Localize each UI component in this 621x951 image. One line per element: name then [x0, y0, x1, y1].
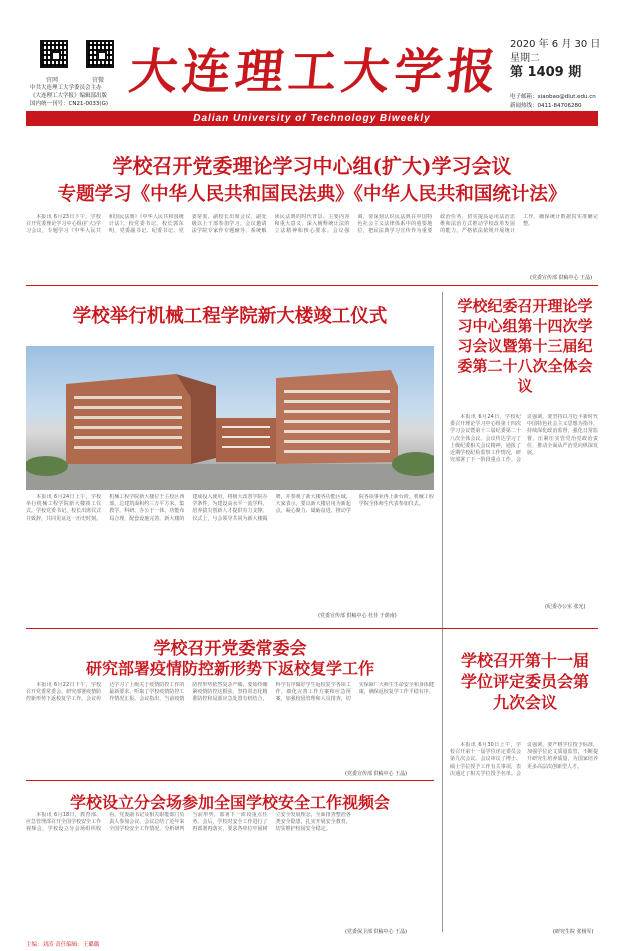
standing-body: [26, 682, 434, 774]
publisher-info: [30, 84, 108, 108]
sponsor-text: 中共大连理工大学委员会主办: [30, 85, 102, 91]
building-body-text: 本报讯 6月24日上午，学校举行机械工程学院新大楼竣工仪式。学校党委书记、校长出席仪式并致辞，共同见证这一历史时刻。机械工程学院新大楼位于主校区西部，总建筑面积约三万平方米，集教学、科研、办公于一体，功能布局合理，配套设施完善。新大楼的建成投入使用，将极大改善学院办学条件，为建设高水平一流学科、培养拔尖创新人才提供有力支撑。仪式上，与会领导共同为新大楼揭牌，并参观了新大楼各功能区域。大家表示，要以新大楼启用为新起点，凝心聚力、砥砺奋进，推动学院各项事业再上新台阶。机械工程学院全体师生代表参加仪式。: [26, 494, 434, 522]
side2-credit: (研究生院 张杨军): [553, 929, 594, 935]
standing-body-text: 本报讯 6月22日下午，学校召开党委常委会，研究部署疫情防控新形势下返校复学工作。会议传达学习了上级关于疫情防控工作的最新要求，听取了学校疫情防控工作情况汇报。会议指出，当前疫情防控形势依然复杂严峻，要始终绷紧疫情防控这根弦，坚持常态化精准防控和局部应急处置有机结合，科学有序做好学生返校复学各项工作，细化完善工作方案和应急预案，加强校园管理和人员排查，切实保障广大师生生命安全和身体健康，确保返校复学工作平稳有序。: [26, 682, 434, 703]
lead-headline-1[interactable]: 学校召开党委理论学习中心组(扩大)学习会议: [112, 154, 512, 178]
standing-headline-1[interactable]: 学校召开党委常委会: [153, 639, 307, 659]
contact-block: [510, 93, 596, 111]
qr-code-icon[interactable]: [40, 40, 68, 68]
building-credit: (党委宣传部 供稿中心 杜佳 于荫南): [318, 613, 397, 619]
issue-weekday: 星期二: [510, 53, 540, 64]
side2-headline[interactable]: 学校召开第十一届学位评定委员会第九次会议: [460, 651, 589, 712]
column-divider: [442, 292, 443, 632]
safety-body: [26, 812, 434, 922]
lead-headline-2[interactable]: 专题学习《中华人民共和国民法典》《中华人民共和国统计法》: [57, 184, 567, 205]
section-divider: [26, 780, 434, 781]
footer-editor: 主编：刘涛 责任编辑：王璐璐: [26, 942, 100, 948]
safety-body-text: 本报讯 6月18日，教育部、应急管理部召开全国学校安全工作视频会。学校设立分会场组织收看，党委副书记及相关职能部门负责人参加会议。会议总结了近年来全国学校安全工作情况，分析研判当前形势，部署下一阶段重点任务。会后，学校对安全工作进行了再部署再落实，要求各单位牢固树立安全发展理念，全面排查整治各类安全隐患，扎实开展安全教育，切实维护校园安全稳定。: [26, 812, 351, 833]
side1-headline[interactable]: 学校纪委召开理论学习中心组第十四次学习会议暨第十三届纪委第二十八次全体会议: [457, 297, 593, 395]
qr-right-label: 官微: [92, 77, 105, 84]
masthead: [0, 0, 621, 110]
issue-number: 第 1409 期: [510, 65, 582, 80]
qr-left-label: 官网: [46, 77, 59, 84]
standing-credit: (党委宣传部 供稿中心 王晶): [345, 771, 408, 777]
building-photo: [26, 346, 434, 490]
contact-phone: 新闻热线：0411-84706280: [510, 103, 582, 109]
side1-credit: (纪委办公室 张光): [545, 604, 586, 610]
newspaper-title: 大连理工大学报: [126, 44, 504, 100]
section-divider: [26, 628, 598, 629]
side2-body: [450, 742, 598, 922]
column-divider: [442, 632, 443, 932]
side2-body-text: 本报讯 6月30日上午，学校召开第十一届学位评定委员会第九次会议。会议审议了博士、硕士学位授予工作有关事项，表决通过了相关学位授予名单。会议强调，要严格学位授予标准，加强学位论文质量监管，不断提升研究生培养质量，为国家培养更多高层次创新型人才。: [450, 742, 598, 777]
qr-code-icon[interactable]: [86, 40, 114, 68]
contact-email[interactable]: 电子邮箱：xiaobao@dlut.edu.cn: [510, 94, 596, 100]
safety-credit: (党委保卫部 供稿中心 王晶): [345, 929, 408, 935]
standing-headline-2[interactable]: 研究部署疫情防控新形势下返校复学工作: [85, 659, 374, 678]
qr-codes: [40, 40, 114, 68]
lead-body: [26, 214, 598, 272]
lead-body-text: 本报讯 6月23日下午，学校召开党委理论学习中心组(扩大)学习会议，专题学习《中华人民共和国民法典》《中华人民共和国统计法》。校党委书记、校长郭东明，党委副书记、纪委书记、党委常委、副校长出席会议，副处级以上干部参加学习。会议邀请法学院专家作专题辅导，系统解读民法典的时代背景、主要内容和重大意义，深入阐释统计法的立法精神和核心要求。会议强调，要深刻认识民法典在中国特色社会主义法律体系中的重要地位，把民法典学习宣传作为重要政治任务，切实提高运用法治思维和法治方式推动学校改革发展的能力，严格依法依规开展统计工作，确保统计数据真实准确完整。: [26, 214, 598, 235]
lead-credit: (党委宣传部 供稿中心 王晶): [530, 275, 593, 281]
english-name-band: Dalian University of Technology Biweekly: [26, 111, 598, 126]
safety-headline[interactable]: 学校设立分会场参加全国学校安全工作视频会: [69, 793, 390, 812]
issue-block: [510, 38, 600, 80]
side1-body-text: 本报讯 6月24日，学校纪委召开理论学习中心组第十四次学习会议暨第十三届纪委第二十八次全体会议。会议传达学习了上级纪委相关会议精神，通报了近期学校纪检监察工作情况，研究部署了下一阶段重点工作。会议强调，要坚持以习近平新时代中国特色社会主义思想为指导，持续深化政治监督，强化日常监督，压紧压实管党治党政治责任，推动全面从严治党向纵深发展。: [450, 414, 598, 464]
section-divider: [26, 285, 598, 286]
issue-date: 2020 年 6 月 30 日: [510, 39, 601, 50]
editor-text: 《大连理工大学报》编辑部出版: [30, 93, 108, 99]
building-illustration: [26, 346, 434, 490]
cn-number: 国内统一刊号：CN21-0033(G): [30, 101, 108, 107]
building-body: [26, 494, 434, 620]
building-headline[interactable]: 学校举行机械工程学院新大楼竣工仪式: [72, 306, 388, 327]
side1-body: [450, 414, 598, 624]
